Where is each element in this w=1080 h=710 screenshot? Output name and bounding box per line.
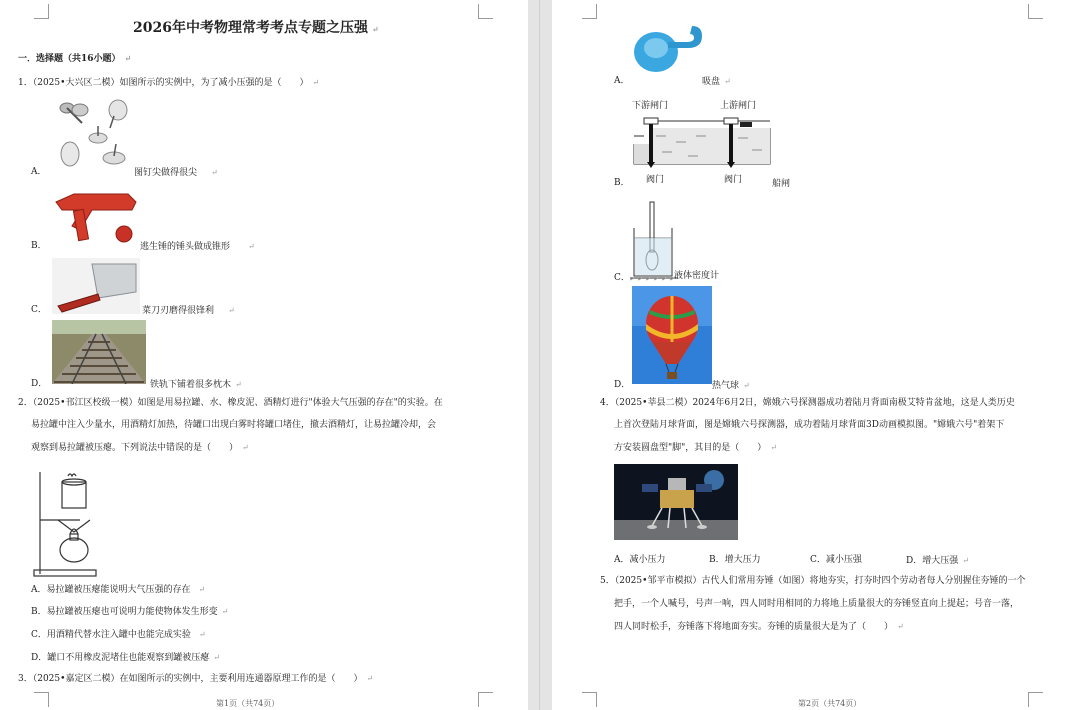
q2-option-a[interactable]: A．易拉罐被压瘪能说明大气压强的存在 ↵ bbox=[31, 585, 206, 595]
question-2-stem-line2: 易拉罐中注入少量水，用酒精灯加热，待罐口出现白雾时将罐口堵住，撤去酒精灯，让易拉罐冷却，会 bbox=[31, 420, 437, 430]
q1-option-c[interactable]: C． bbox=[31, 305, 47, 315]
lunar-lander-image bbox=[614, 464, 738, 540]
page-corner-mark bbox=[34, 4, 49, 19]
question-2-stem-line3: 观察到易拉罐被压瘪。下列说法中错误的是（ ） ↵ bbox=[31, 443, 249, 453]
document-title[interactable]: 2026年中考物理常考考点专题之压强 ↵ bbox=[133, 20, 379, 36]
downstream-gate-label: 下游闸门 bbox=[632, 101, 669, 111]
railway-sleepers-image bbox=[52, 320, 146, 384]
escape-hammer-image bbox=[52, 190, 142, 248]
q2-option-d[interactable]: D．罐口不用橡皮泥堵住也能观察到罐被压瘪 ↵ bbox=[31, 653, 220, 663]
ship-lock-diagram bbox=[632, 114, 772, 176]
q3-option-c[interactable]: C． bbox=[614, 273, 630, 283]
document-page-2 bbox=[552, 0, 1080, 710]
kitchen-knife-image bbox=[52, 258, 140, 314]
page-corner-mark bbox=[582, 692, 597, 707]
page-footer: 第1页（共74页） bbox=[216, 699, 280, 708]
page-gutter bbox=[528, 0, 552, 710]
suction-cup-hook-image bbox=[630, 18, 710, 76]
question-5-stem-line3: 四人同时松手，夯锤落下将地面夯实。夯锤的质量很大是为了（ ） ↵ bbox=[614, 622, 904, 632]
q1-option-b[interactable]: B． bbox=[31, 241, 47, 251]
q1-option-d[interactable]: D． bbox=[31, 379, 48, 389]
q3-option-a[interactable]: A． bbox=[614, 76, 630, 86]
page-corner-mark bbox=[582, 4, 597, 19]
question-4-stem-line2: 上首次登陆月球背面，图是嫦娥六号探测器，成功着陆月球背面3D动画模拟图。"嫦娥六号"着架下 bbox=[614, 420, 1005, 430]
page-corner-mark bbox=[34, 692, 49, 707]
question-2-stem-line1: 2．（2025•邗江区校级一模）如图是用易拉罐、水、橡皮泥、酒精灯进行"体验大气压强的存在"的实验。在 bbox=[18, 398, 443, 408]
q2-option-c[interactable]: C．用酒精代替水注入罐中也能完成实验 ↵ bbox=[31, 630, 206, 640]
gutter-divider bbox=[539, 0, 540, 710]
question-5-stem-line1: 5．（2025•邹平市模拟）古代人们常用夯锤（如图）将地夯实，打夯时四个劳动者每人分别握住夯锤的一个 bbox=[600, 576, 1026, 586]
q3-option-b[interactable]: B． bbox=[614, 178, 630, 188]
question-1-stem: 1．（2025•大兴区二模）如图所示的实例中，为了减小压强的是（ ） ↵ bbox=[18, 78, 320, 88]
upstream-gate-label: 上游闸门 bbox=[720, 101, 757, 111]
page-corner-mark bbox=[478, 4, 493, 19]
q3-option-a-text: 吸盘 ↵ bbox=[702, 77, 731, 87]
q4-option-b[interactable]: B．增大压力 bbox=[709, 555, 761, 565]
q1-option-a[interactable]: A． bbox=[31, 167, 47, 177]
question-5-stem-line2: 把手，一个人喊号，号声一响，四人同时用相同的力将地上质量很大的夯锤竖直向上提起；号音一落， bbox=[614, 599, 1020, 609]
section-heading: 一．选择题（共16小题） ↵ bbox=[18, 53, 132, 64]
q3-option-b-text: 船闸 bbox=[772, 179, 791, 189]
page-footer: 第2页（共74页） bbox=[798, 699, 862, 708]
q3-option-d-text: 热气球 ↵ bbox=[712, 381, 750, 391]
page-corner-mark bbox=[1028, 4, 1043, 19]
page-corner-mark bbox=[478, 692, 493, 707]
hot-air-balloon-image bbox=[632, 286, 712, 384]
hydrometer-beaker-image bbox=[630, 198, 680, 282]
q3-option-c-text: 液体密度计 bbox=[674, 271, 720, 281]
q1-option-d-text: 铁轨下铺着很多枕木 ↵ bbox=[150, 380, 242, 390]
question-4-stem-line1: 4．（2025•莘县二模）2024年6月2日，嫦娥六号探测器成功着陆月背面南极艾特肯盆地，这是人类历史 bbox=[600, 398, 1015, 408]
lock-valve-label-2: 阀门 bbox=[724, 175, 743, 185]
q4-option-a[interactable]: A．减小压力 bbox=[614, 555, 666, 565]
q1-option-c-text: 菜刀刃磨得很锋利 ↵ bbox=[142, 306, 235, 316]
q4-option-c[interactable]: C．减小压强 bbox=[810, 555, 862, 565]
page-corner-mark bbox=[1028, 692, 1043, 707]
document-page-1 bbox=[0, 0, 528, 710]
question-3-stem: 3．（2025•嘉定区二模）在如图所示的实例中，主要利用连通器原理工作的是（ ） ↵ bbox=[18, 674, 374, 684]
q1-option-a-text: 图钉尖做得很尖 ↵ bbox=[134, 168, 218, 178]
can-heating-apparatus-image bbox=[32, 462, 102, 578]
q1-option-b-text: 逃生锤的锤头做成锥形 ↵ bbox=[140, 242, 255, 252]
q4-option-d[interactable]: D．增大压强 ↵ bbox=[906, 556, 969, 566]
q3-option-d[interactable]: D． bbox=[614, 380, 631, 390]
lock-valve-label-1: 阀门 bbox=[646, 175, 665, 185]
thumbtacks-image bbox=[52, 98, 132, 172]
q2-option-b[interactable]: B．易拉罐被压瘪也可说明力能使物体发生形变 ↵ bbox=[31, 607, 229, 617]
question-4-stem-line3: 方安装圆盘型"脚"，其目的是（ ） ↵ bbox=[614, 443, 777, 453]
